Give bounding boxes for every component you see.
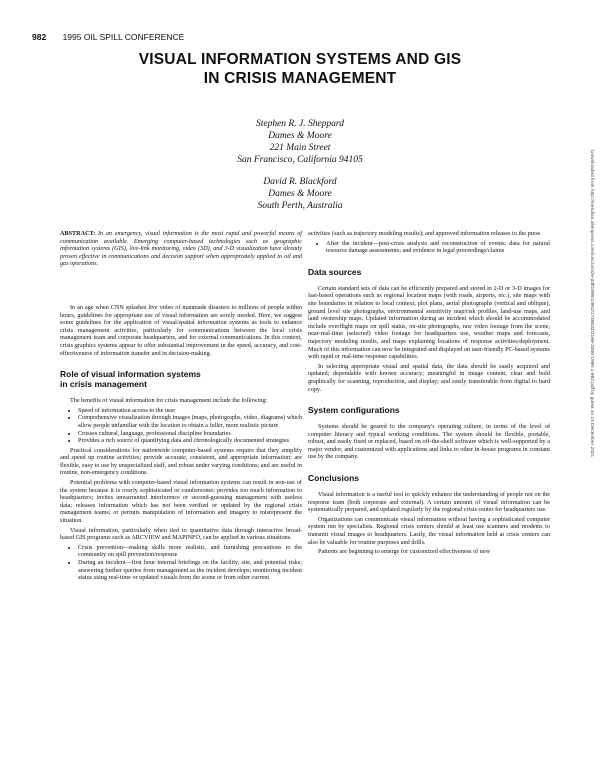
section-heading	[60, 369, 302, 389]
left-column	[60, 230, 302, 584]
author-org: Dames & Moore	[268, 131, 332, 141]
section-heading: Conclusions	[308, 473, 360, 484]
situations-list-continued	[308, 240, 550, 255]
author-name: Stephen R. J. Sheppard	[255, 119, 345, 129]
paragraph: Certain standard sets of data can be efficiently prepared and stored in 2-D or 3-D images for fast-based operations such as regional location maps (with roads, airports, etc.), site maps with site boundaries in relation to local context, plot plans, aerial photographs (vertical and oblique), ground level site photographs, environmental sensitivity map/risk profiles, land-use maps, and land ownership maps. Updated information during an incident which should be accommodated include overflight maps on spill status, on-site photographs, raw video footage from the scene, near-real-time (selected) video footage for headquarters use, weather maps and forecasts, trajectory modeling results, and maps explaining locations of response activities/deployment. Much of this information can now be integrated and displayed on user-friendly PC-based systems with rapid or real-time response capabilities.	[308, 284, 550, 361]
author-block	[180, 118, 420, 212]
author-gap	[180, 166, 420, 176]
page-number: 982	[32, 32, 47, 42]
paragraph: Visual information is a useful tool to quickly enhance the understanding of people not on the response team (both corporate and external). A certain amount of visual information can be systematically prepared, and updated regularly by the regional crisis center for headquarters use.	[308, 491, 550, 514]
paragraph: The benefits of visual information for crisis management include the following:	[70, 397, 268, 405]
paragraph: Organizations can communicate visual information without having a sophisticated computer system run by specialists. Regional crisis centers should at least use scanners and modems to transmit visual images to headquarters. Lastly, the visual information held at crisis centers can also be valuable for routine purposes and drills.	[308, 515, 550, 546]
heading-line-2: in crisis management	[60, 379, 147, 390]
situations-list	[60, 544, 302, 582]
right-column	[308, 230, 550, 558]
paragraph: In selecting appropriate visual and spatial data, the data should be easily acquired and updated; dependable with known accuracy; meaningful in image content; clear and bold graphically for scanning, reproduction, and display; and easily transferable from digital to hard copy.	[308, 362, 550, 393]
paper-title	[0, 50, 600, 88]
list-item: • After the incident—post-crisis analysis and reconstruction of events; data for natural resource damage assessments; and evidence in legal proceedings/claims	[326, 240, 550, 255]
list-item: • Provides a rich source of quantifying data and chronologically documented strategies	[78, 437, 302, 445]
list-item: • Crosses cultural, language, professional discipline boundaries	[78, 430, 302, 438]
author-street: 221 Main Street	[269, 143, 331, 153]
section-heading: Data sources	[308, 266, 362, 277]
paragraph: Visual information, particularly when tied to quantitative data through interactive broad-based GIS programs such as ARCVIEW and MAPINFO, can be applied in various situations.	[60, 526, 302, 542]
list-item: • Crisis prevention—making skills more realistic, and furnishing precautions to the community on spill prevention/response	[78, 544, 302, 559]
intro-paragraph: In an age when CNN splashes live video of manmade disasters to millions of people within hours, guidelines for appropriate use of visual information are sorely needed. Here, we suggest some guidelines for the application of visual/spatial information systems as tools to enhance crisis management activities, particularly for communications between the local crisis management team and corporate headquarters, and for external communications. In this context, crisis graphics systems appear to offer substantial improvement in the speed, accuracy, and cost-effectiveness of information transfer and in decision-making.	[60, 303, 302, 357]
author-city: South Perth, Australia	[257, 201, 343, 211]
list-item: • During an incident—first hour internal briefings on the facility, site, and potential risks; answering further queries from management as the incident develops; monitoring incident status using real-time or updated visuals from the scene or from other current	[78, 559, 302, 582]
spacer	[60, 270, 302, 304]
running-header	[32, 32, 184, 42]
paragraph: Practical considerations for nationwide computer-based systems require that they simplify and speed up routine activities; provide accurate, consistent, and appropriate information; are flexible, easy to use by unspecialized staff, and robust under varying conditions; and are useful in routine, non-emergency conditions.	[60, 446, 302, 477]
paragraph: Potential problems with computer-based visual information systems can result in non-use of the system because it is overly sophisticated or cumbersome; provides too much information to headquarters; invites unwarranted interference or second-guessing management with useless data; releases information which has not been verified or updated by the regional crisis management teams; or permits manipulation of information and imagery to misrepresent the situation.	[60, 479, 302, 525]
author-org: Dames & Moore	[268, 189, 332, 199]
heading-line-1: Role of visual information systems	[60, 369, 201, 380]
section-heading: System configurations	[308, 405, 400, 416]
title-line-1: VISUAL INFORMATION SYSTEMS AND GIS	[138, 51, 462, 68]
download-watermark-text: Downloaded from http://meridian.allenpress.com/iosc/article-pdf/1995/1/982/1748532/2169-3358-1995-1-982.pdf by guest on 15 December 2021	[589, 150, 594, 458]
abstract	[60, 230, 302, 268]
paragraph: Patterns are beginning to emerge for customized effectiveness of new	[318, 548, 491, 556]
author-city: San Francisco, California 94105	[237, 155, 363, 165]
title-line-2: IN CRISIS MANAGEMENT	[203, 70, 397, 87]
author-name: David R. Blackford	[263, 177, 337, 187]
abstract-text: In an emergency, visual information is the most rapid and powerful means of communication available. Emerging computer-based technologies such as geographic information systems (GIS), live-link monitoring, video (3D), and 3-D visualization have already proven effective in communications and decision support when appropriately applied to oil and gas operations.	[60, 230, 302, 268]
paragraph: activities (such as trajectory modeling results); and approved information releases to the press	[308, 230, 541, 237]
benefits-list	[60, 407, 302, 445]
paragraph: Systems should be geared to the company's operating culture, in terms of the level of computer literacy and typical working conditions. The system should be flexible, portable, robust, and easily fixed or replaced, based on off-the-shelf software which is well-supported by a major vendor, and customized with applications and links to other in-house programs in constant use by the company.	[308, 423, 550, 461]
abstract-label: ABSTRACT:	[60, 230, 96, 237]
list-item: • Speed of information access to the user	[78, 407, 302, 415]
conference-name: 1995 OIL SPILL CONFERENCE	[62, 32, 185, 42]
list-item: • Comprehensive visualization through images (maps, photographs, video, diagrams) which allow people unfamiliar with the location to obtain a fuller, more realistic picture	[78, 414, 302, 429]
download-watermark	[586, 150, 594, 750]
